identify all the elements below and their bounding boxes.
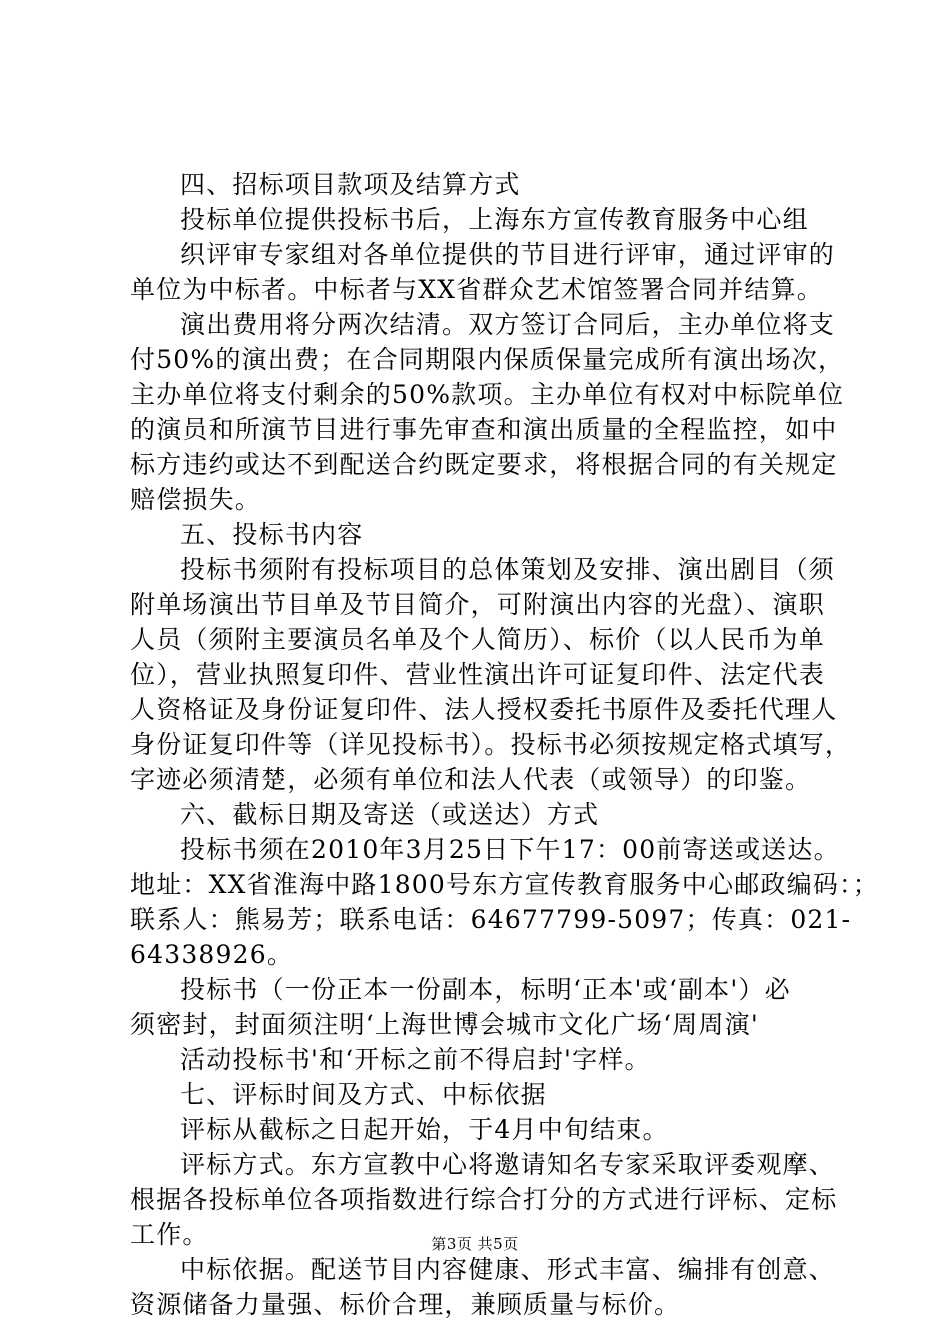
paragraph-line: 人员（须附主要演员名单及个人简历）、标价（以人民币为单: [130, 625, 825, 654]
paragraph-line: 评标从截标之日起开始，于4月中旬结束。: [180, 1115, 669, 1144]
paragraph-line: 投标书须在2010年3月25日下午17：00前寄送或送达。: [180, 835, 840, 864]
section-heading: 六、截标日期及寄送（或送达）方式: [180, 800, 600, 829]
section-heading: 七、评标时间及方式、中标依据: [180, 1080, 547, 1109]
paragraph-line: 人资格证及身份证复印件、法人授权委托书原件及委托代理人: [130, 695, 838, 724]
paragraph-line: 根据各投标单位各项指数进行综合打分的方式进行评标、定标: [130, 1185, 838, 1214]
paragraph-line: 附单场演出节目单及节目简介，可附演出内容的光盘）、演职: [130, 590, 825, 619]
paragraph-line: 位），营业执照复印件、营业性演出许可证复印件、法定代表: [130, 660, 825, 689]
paragraph-line: 资源储备力量强、标价合理，兼顾质量与标价。: [130, 1290, 681, 1319]
paragraph-line: 活动投标书'和‘开标之前不得启封'字样。: [180, 1045, 651, 1074]
paragraph-line: 织评审专家组对各单位提供的节目进行评审，通过评审的: [180, 240, 836, 269]
paragraph-line: 投标书（一份正本一份副本，标明‘正本'或‘副本'）必: [180, 975, 791, 1004]
section-heading: 五、投标书内容: [180, 520, 364, 549]
paragraph-line: 演出费用将分两次结清。双方签订合同后，主办单位将支: [180, 310, 836, 339]
paragraph-line: 身份证复印件等（详见投标书）。投标书必须按规定格式填写，: [130, 730, 852, 759]
paragraph-line: 64338926。: [130, 940, 294, 969]
paragraph-line: 单位为中标者。中标者与XX省群众艺术馆签署合同并结算。: [130, 275, 823, 304]
paragraph-line: 标方违约或达不到配送合约既定要求，将根据合同的有关规定: [130, 450, 838, 479]
paragraph-line: 评标方式。东方宣教中心将邀请知名专家采取评委观摩、: [180, 1150, 836, 1179]
paragraph-line: 地址：XX省淮海中路1800号东方宣传教育服务中心邮政编码：；: [130, 870, 879, 899]
paragraph-line: 赔偿损失。: [130, 485, 262, 514]
paragraph-line: 的演员和所演节目进行事先审查和演出质量的全程监控，如中: [130, 415, 838, 444]
section-heading: 四、招标项目款项及结算方式: [180, 170, 521, 199]
paragraph-line: 主办单位将支付剩余的50%款项。主办单位有权对中标院单位: [130, 380, 845, 409]
paragraph-line: 字迹必须清楚，必须有单位和法人代表（或领导）的印鉴。: [130, 765, 812, 794]
page-number-footer: 第3页 共5页: [431, 1235, 519, 1253]
paragraph-line: 投标单位提供投标书后，上海东方宣传教育服务中心组: [180, 205, 809, 234]
paragraph-line: 须密封，封面须注明‘上海世博会城市文化广场‘周周演': [130, 1010, 759, 1039]
paragraph-line: 中标依据。配送节目内容健康、形式丰富、编排有创意、: [180, 1255, 836, 1284]
paragraph-line: 联系人：熊易芳；联系电话：64677799-5097；传真：021-: [130, 905, 852, 934]
paragraph-line: 付50%的演出费；在合同期限内保质保量完成所有演出场次，: [130, 345, 845, 374]
paragraph-line: 投标书须附有投标项目的总体策划及安排、演出剧目（须: [180, 555, 836, 584]
paragraph-line: 工作。: [130, 1220, 209, 1249]
